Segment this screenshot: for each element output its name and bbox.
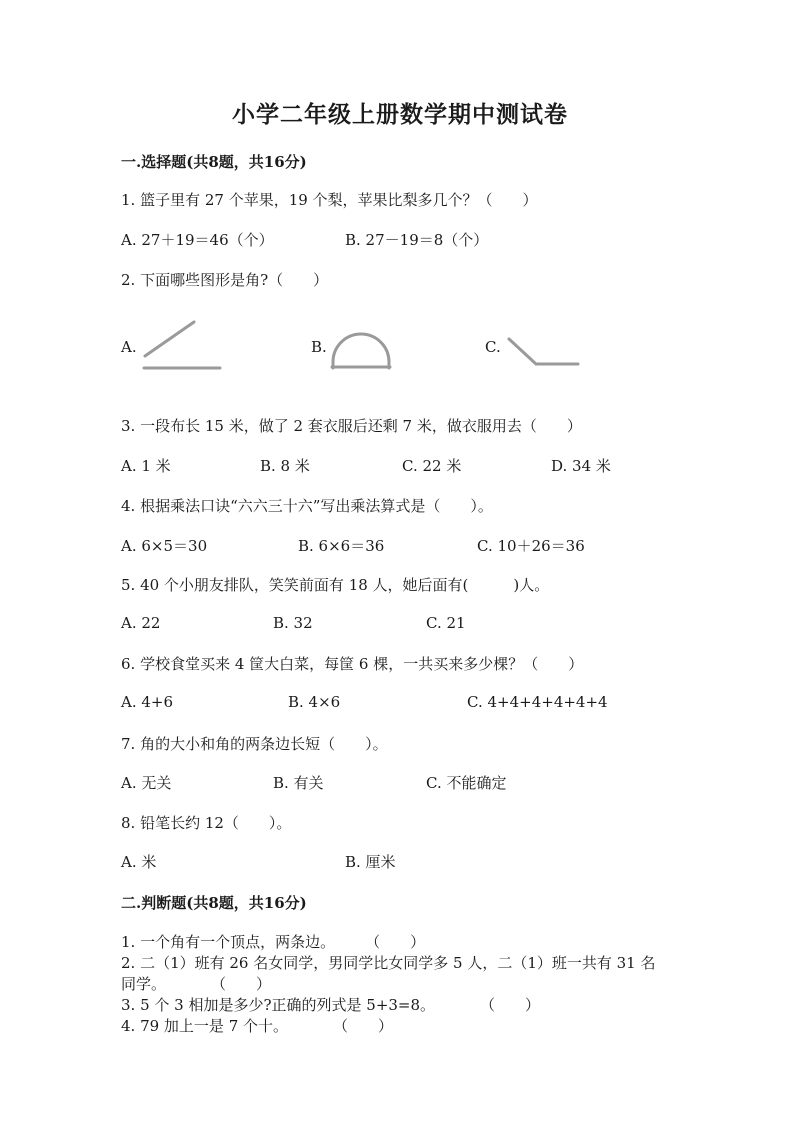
question-5-option-c: C. 21 [426, 614, 466, 632]
section-heading-judgment: 二.判断题(共8题，共16分) [121, 894, 307, 912]
question-2-option-b-label: B. [311, 338, 327, 356]
judgment-item-4: 4. 79 加上一是 7 个十。 （ ） [121, 1017, 394, 1035]
question-5: 5. 40 个小朋友排队，笑笑前面有 18 人，她后面有( )人。 [121, 576, 550, 594]
question-4-option-b: B. 6×6＝36 [298, 537, 385, 555]
page-title: 小学二年级上册数学期中测试卷 [232, 101, 568, 128]
question-7: 7. 角的大小和角的两条边长短（ ）。 [121, 735, 388, 753]
question-4: 4. 根据乘法口诀“六六三十六”写出乘法算式是（ ）。 [121, 497, 493, 515]
question-7-option-c: C. 不能确定 [426, 774, 507, 792]
question-4-option-c: C. 10＋26＝36 [477, 537, 585, 555]
question-6-option-a: A. 4+6 [121, 693, 174, 711]
question-7-option-a: A. 无关 [121, 774, 172, 792]
question-3: 3. 一段布长 15 米，做了 2 套衣服后还剩 7 米，做衣服用去（ ） [121, 417, 582, 435]
question-6-option-b: B. 4×6 [288, 693, 341, 711]
question-1-option-a: A. 27＋19＝46（个） [121, 231, 274, 249]
judgment-item-2-continued: 同学。 （ ） [121, 975, 272, 993]
angle-figure-c [505, 335, 585, 371]
question-1: 1. 篮子里有 27 个苹果，19 个梨，苹果比梨多几个？（ ） [121, 191, 538, 209]
question-5-option-b: B. 32 [273, 614, 313, 632]
question-2-option-a-label: A. [121, 338, 137, 356]
question-8: 8. 铅笔长约 12（ ）。 [121, 814, 292, 832]
question-1-option-b: B. 27－19＝8（个） [345, 231, 489, 249]
question-2: 2. 下面哪些图形是角?（ ） [121, 271, 329, 289]
question-8-option-b: B. 厘米 [345, 853, 396, 871]
question-3-option-c: C. 22 米 [402, 457, 462, 475]
question-3-option-a: A. 1 米 [121, 457, 171, 475]
section-heading-choice: 一.选择题(共8题，共16分) [121, 153, 307, 171]
judgment-item-1: 1. 一个角有一个顶点，两条边。 （ ） [121, 933, 426, 951]
question-7-option-b: B. 有关 [273, 774, 324, 792]
question-6-option-c: C. 4+4+4+4+4+4 [467, 693, 608, 711]
judgment-item-3: 3. 5 个 3 相加是多少?正确的列式是 5+3=8。 （ ） [121, 996, 541, 1014]
question-8-option-a: A. 米 [121, 853, 157, 871]
question-2-option-c-label: C. [485, 338, 501, 356]
question-6: 6. 学校食堂买来 4 筐大白菜，每筐 6 棵，一共买来多少棵？（ ） [121, 655, 584, 673]
question-5-option-a: A. 22 [121, 614, 161, 632]
judgment-item-2: 2. 二（1）班有 26 名女同学，男同学比女同学多 5 人，二（1）班一共有 31 名 [121, 954, 656, 972]
question-4-option-a: A. 6×5＝30 [121, 537, 208, 555]
angle-figure-a [140, 318, 230, 374]
question-3-option-b: B. 8 米 [260, 457, 310, 475]
question-3-option-d: D. 34 米 [551, 457, 611, 475]
semicircle-figure-b [328, 328, 394, 372]
